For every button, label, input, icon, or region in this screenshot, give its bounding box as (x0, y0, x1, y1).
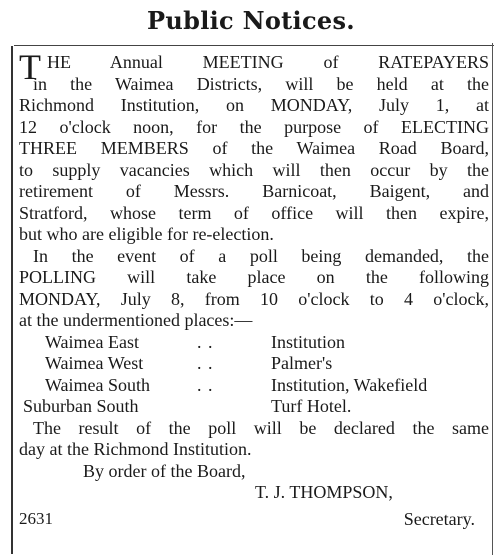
signatory-name: T. J. THOMPSON, (255, 482, 393, 502)
notice-line: at the undermentioned places:— (19, 310, 253, 330)
top-rule (14, 45, 494, 46)
polling-place-row (19, 396, 489, 418)
left-border (11, 46, 13, 554)
leader-dots: . . (197, 374, 214, 395)
right-border (492, 43, 493, 555)
polling-venue: Palmer's (271, 353, 333, 373)
signatory-title: Secretary. (403, 508, 475, 529)
drop-cap: T (19, 47, 41, 87)
notice-line: POLLING will take place on the following (19, 267, 489, 287)
page-title: Public Notices. (147, 6, 355, 35)
polling-place-row (19, 332, 489, 354)
notice-line: day at the Richmond Institution. (19, 439, 252, 459)
polling-district: Waimea West (45, 353, 144, 373)
polling-district: Waimea East (45, 331, 140, 352)
polling-place-row (19, 353, 489, 375)
notice-line: in the Waimea Districts, will be held at the (33, 73, 489, 94)
first-line-text: HE Annual MEETING of RATEPAYERS (47, 52, 489, 72)
polling-district: Waimea South (45, 374, 151, 395)
notice-line: retirement of Messrs. Barnicoat, Baigent, and (19, 181, 489, 201)
polling-district: Suburban South (23, 396, 139, 416)
leader-dots: . . (197, 353, 214, 373)
polling-venue: Institution (271, 331, 346, 352)
notice-line: MONDAY, July 8, from 10 o'clock to 4 o'clock, (19, 288, 489, 309)
notice-line: but who are eligible for re-election. (19, 224, 274, 244)
notice-line: In the event of a poll being demanded, the (33, 245, 489, 266)
by-order-line: By order of the Board, (83, 460, 246, 481)
leader-dots: . . (197, 331, 214, 352)
notice-footer (19, 504, 489, 528)
notice-line: 12 o'clock noon, for the purpose of ELECTING (19, 116, 489, 137)
notice-line: The result of the poll will be declared the same (33, 417, 489, 438)
notice-line: to supply vacancies which will then occur by the (19, 159, 489, 180)
polling-venue: Institution, Wakefield (271, 374, 428, 395)
polling-place-row (19, 375, 489, 397)
notice-line: Stratford, whose term of office will then expire, (19, 202, 489, 223)
notice-line: Richmond Institution, on MONDAY, July 1, at (19, 95, 489, 115)
polling-venue: Turf Hotel. (271, 396, 352, 416)
notice-body (19, 47, 489, 529)
notice-line: THREE MEMBERS of the Waimea Road Board, (19, 138, 489, 158)
notice-reference-number: 2631 (19, 508, 53, 528)
